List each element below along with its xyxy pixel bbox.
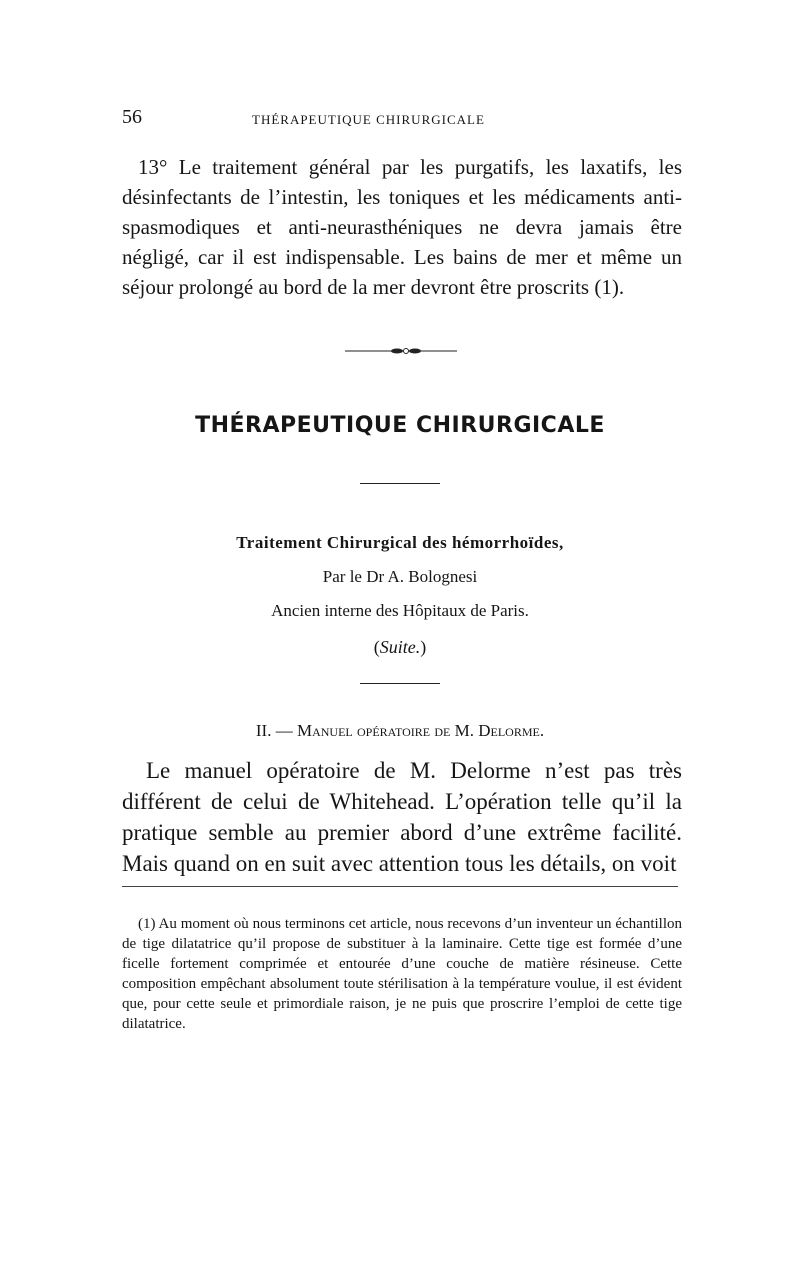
subsection-numeral: II. — bbox=[255, 721, 297, 740]
running-head bbox=[122, 106, 682, 136]
subsection-heading bbox=[0, 721, 800, 741]
suite-close-paren: ) bbox=[420, 637, 427, 657]
article-title: Traitement Chirurgical des hémorrhoïdes, bbox=[236, 533, 564, 552]
footnote-rule bbox=[122, 886, 678, 887]
section-title: THÉRAPEUTIQUE CHIRURGICALE bbox=[195, 413, 605, 438]
divider-rule bbox=[360, 683, 440, 684]
page-number: 56 bbox=[122, 106, 142, 128]
article-byline: Par le Dr A. Bolognesi bbox=[322, 567, 478, 586]
continuation-note bbox=[0, 637, 800, 658]
suite-open-paren: ( bbox=[373, 637, 380, 657]
divider-rule bbox=[360, 483, 440, 484]
author-role: Ancien interne des Hôpitaux de Paris. bbox=[271, 601, 529, 620]
subsection-title: Manuel opératoire de M. Delorme. bbox=[296, 721, 545, 740]
footnote: (1) Au moment où nous terminons cet article, nous recevons d’un inventeur un échantillon de tige dilatatrice qu’il propose de substituer à la laminaire. Cette tige est formée d’une ficelle fortement comprimée et entourée d’une couche de matière résineuse. Cette composition empêchant absolument toute stérilisation à la température voulue, il est évident que, pour cette seule et primordiale raison, je ne puis que proscrire l’emploi de cette tige dilatatrice. bbox=[122, 916, 682, 1032]
ornament-divider bbox=[345, 345, 457, 357]
suite-word: Suite. bbox=[379, 637, 421, 657]
paragraph-item-13: 13° Le traitement général par les purgatifs, les laxatifs, les désinfectants de l’intestin, les toniques et les médicaments anti-spasmodiques et anti-neurasthéniques ne devra jamais être négligé, car il est indispensable. Les bains de mer et même un séjour prolongé au bord de la mer devront être proscrits (1). bbox=[122, 155, 682, 299]
running-title: THÉRAPEUTIQUE CHIRURGICALE bbox=[252, 112, 485, 127]
body-paragraph: Le manuel opératoire de M. Delorme n’est pas très différent de celui de Whitehead. L’opération telle qu’il la pratique semble au premier abord d’une extrême facilité. Mais quand on en suit avec attention tous les détails, on voit bbox=[122, 758, 682, 876]
